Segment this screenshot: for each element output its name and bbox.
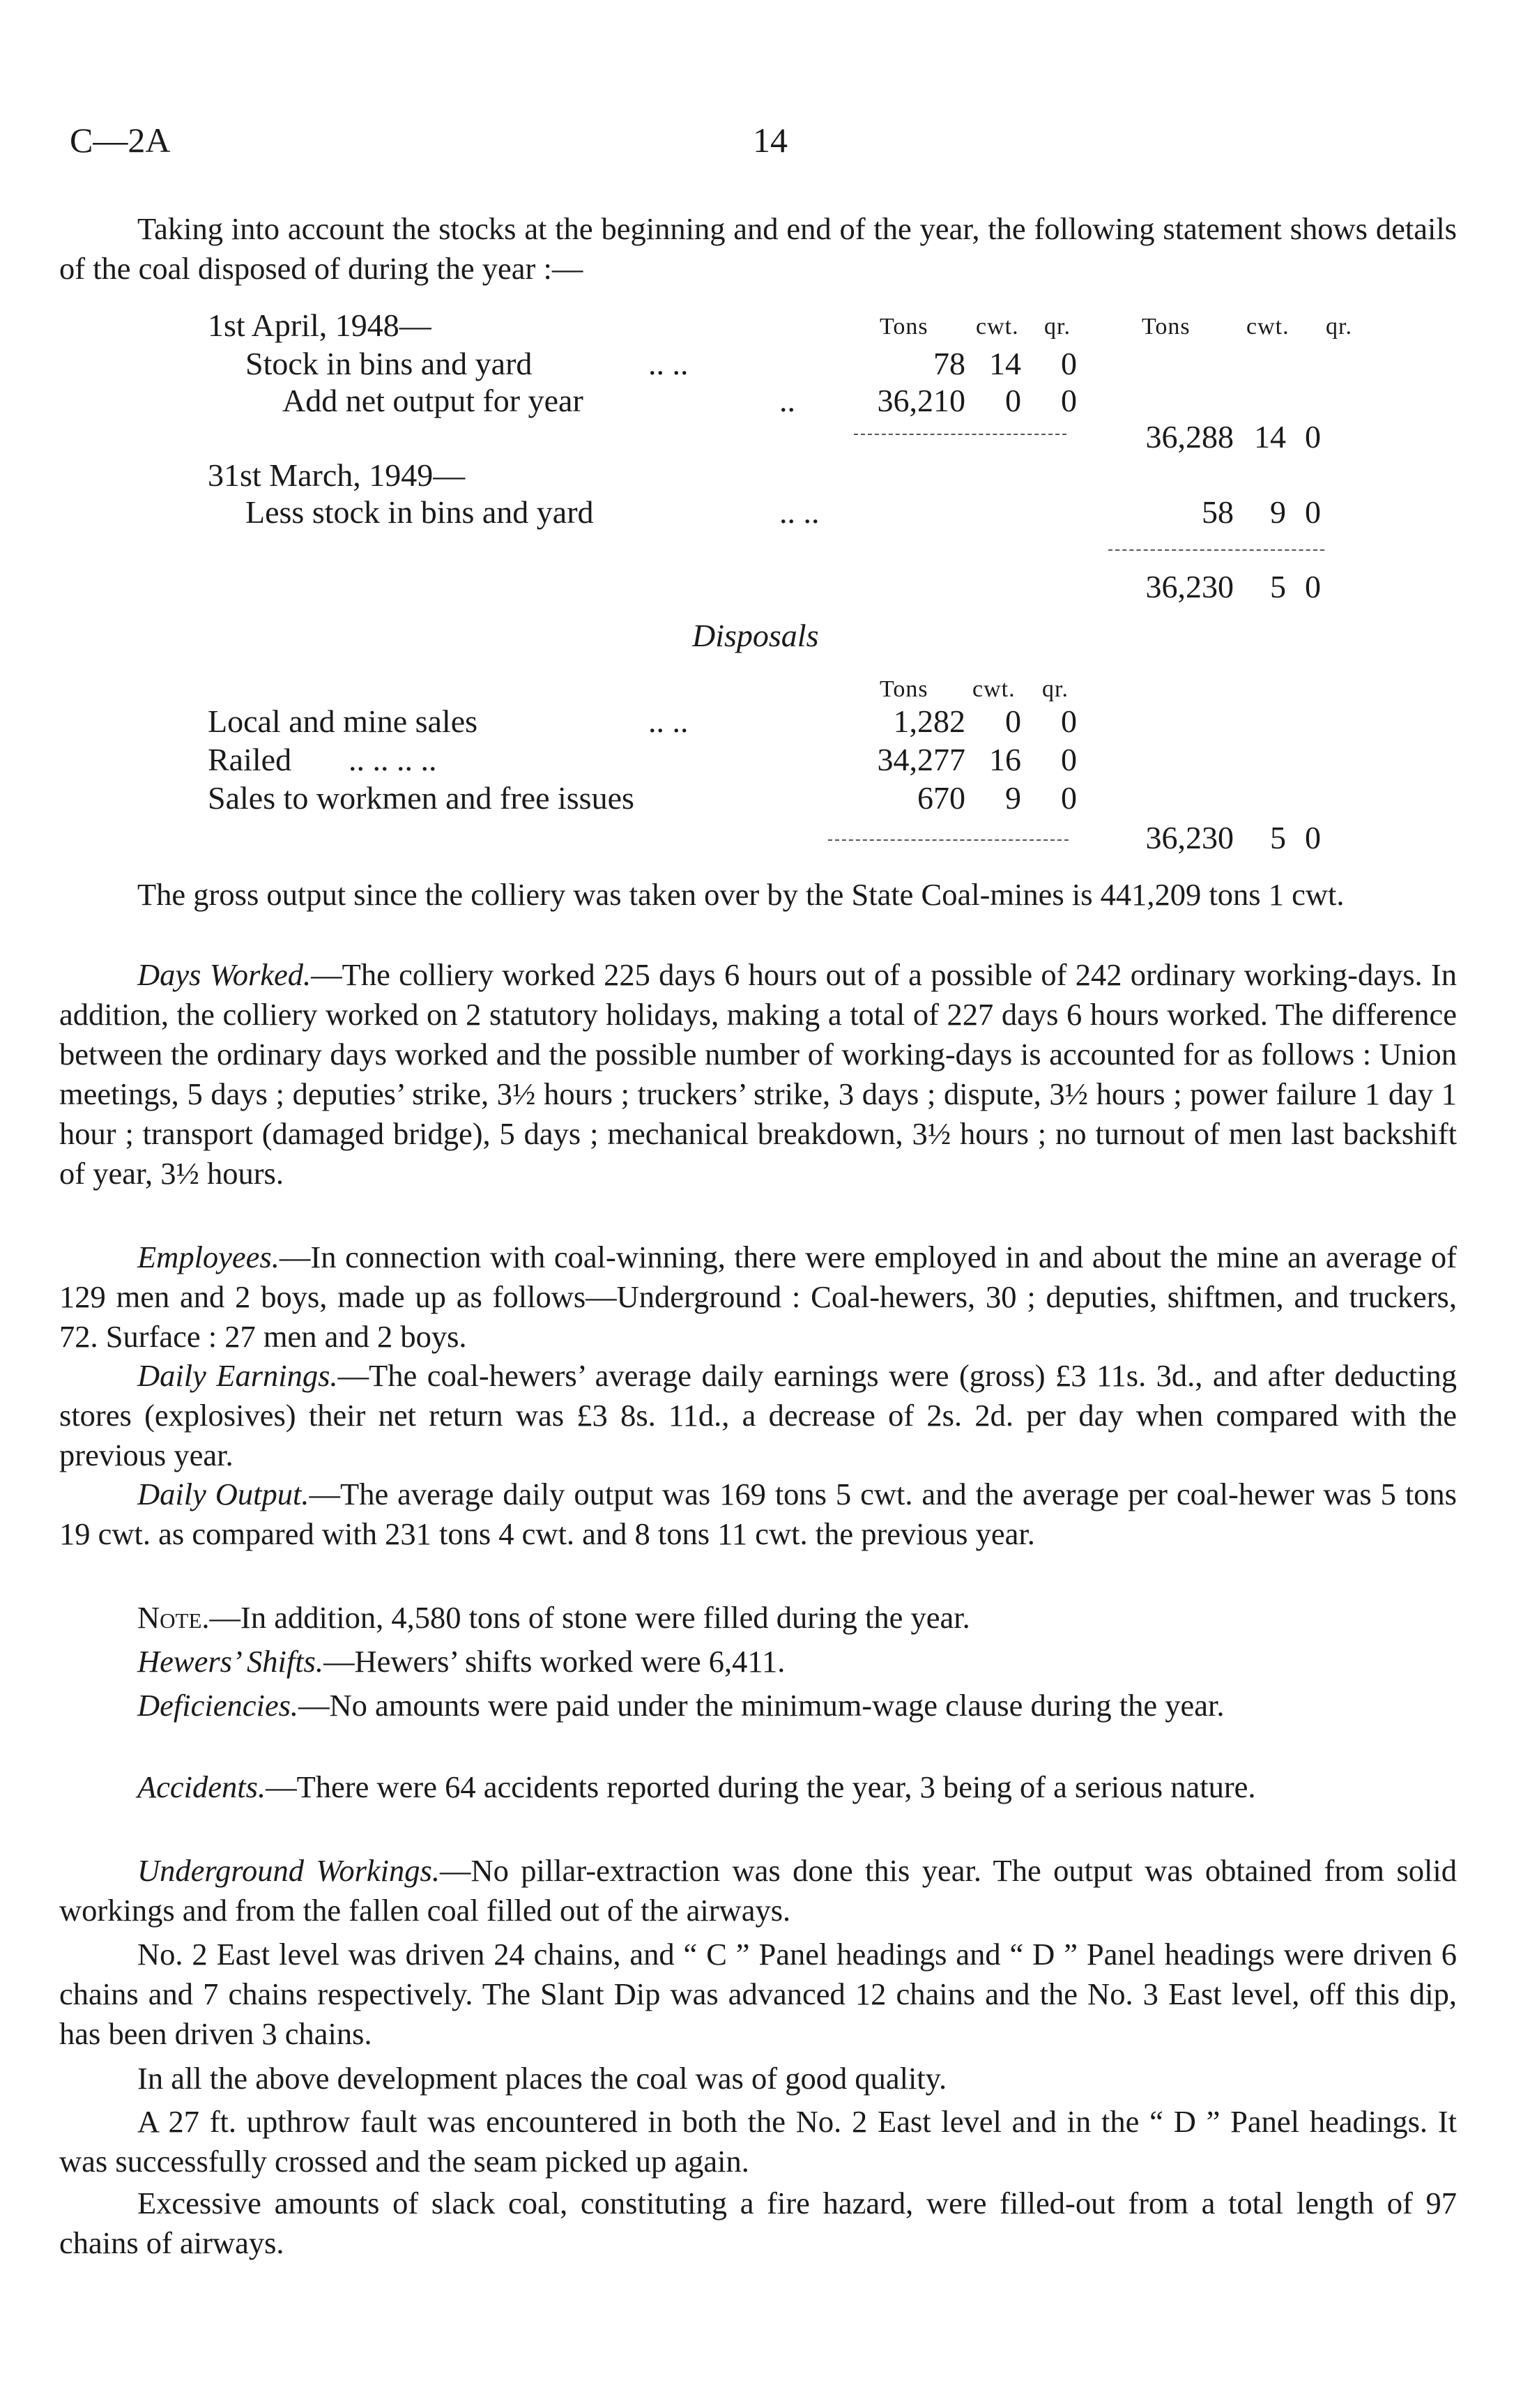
disposal-qr: 0 [1061,742,1077,777]
stmt-col-qr-1: qr. [1044,314,1071,340]
disposal-label: Sales to workmen and free issues [208,780,634,816]
disposal-label: Railed [208,742,292,777]
underground-workings-paragraph [59,1851,1457,1930]
disposal-qr: 0 [1061,703,1077,739]
disposals-rule [828,839,1069,841]
subtotal-rule [854,434,1066,435]
note-text: —In addition, 4,580 tons of stone were filled during the year. [209,1600,970,1635]
employees-heading: Employees. [137,1240,280,1274]
hewers-shifts-text: —Hewers’ shifts worked were 6,411. [323,1644,786,1679]
disposal-tons: 34,277 [877,742,965,777]
output-qr: 0 [1061,383,1077,418]
output-label: Add net output for year [282,383,583,418]
disp-col-qr: qr. [1042,676,1069,702]
disposals-title: Disposals [692,618,819,653]
disposals-total-tons: 36,230 [1145,820,1234,855]
disposal-tons: 670 [917,780,965,816]
page-number: 14 [753,121,788,160]
disposal-cwt: 0 [1005,703,1021,739]
hewers-shifts-paragraph [59,1642,1457,1682]
daily-output-paragraph [59,1474,1457,1554]
subtotal-qr: 0 [1305,419,1321,455]
underground-workings-heading: Underground Workings. [137,1853,440,1888]
note-paragraph [59,1598,1457,1638]
gross-output-paragraph: The gross output since the colliery was taken over by the State Coal-mines is 441,209 tons 1 cwt. [137,877,1345,912]
stmt-col-tons-2: Tons [1142,314,1191,340]
output-cwt: 0 [1005,383,1021,418]
report-reference: C—2A [70,121,171,160]
days-worked-text: —The colliery worked 225 days 6 hours out of a possible of 242 ordinary working-days. In addition, the colliery worked on 2 statutory holidays, making a total of 227 days 6 hours worked. The difference between the ordinary days worked and the possible number of working-days is accounted for as follows : Union meetings, 5 days ; deputies’ strike, 3½ hours ; truckers’ strike, 3 days ; dispute, 3½ hours ; power failure 1 day 1 hour ; transport (damaged bridge), 5 days ; mechanical breakdown, 3½ hours ; no turnout of men last backshift of year, 3½ hours. [59,957,1457,1191]
note-heading: Note. [137,1600,210,1635]
daily-earnings-paragraph [59,1356,1457,1475]
daily-output-heading: Daily Output. [137,1477,309,1511]
stmt-col-cwt-1: cwt. [976,314,1019,340]
stock-cwt: 14 [989,346,1021,381]
disposal-tons: 1,282 [893,703,965,739]
disp-col-tons: Tons [880,676,928,702]
less-dots: .. .. [779,494,820,530]
disposal-dots: .. .. [648,703,689,739]
disposals-total-cwt: 5 [1270,820,1286,855]
total-tons: 36,230 [1145,569,1234,604]
stock-tons: 78 [933,346,965,381]
accidents-text: —There were 64 accidents reported during the year, 3 being of a serious nature. [266,1769,1256,1804]
disposal-qr: 0 [1061,780,1077,816]
disposals-total-qr: 0 [1305,820,1321,855]
disposal-label: Local and mine sales [208,703,478,739]
closing-date: 31st March, 1949— [208,457,466,493]
disp-col-cwt: cwt. [972,676,1016,702]
hewers-shifts-heading: Hewers’ Shifts. [137,1644,323,1679]
subtotal-tons: 36,288 [1145,419,1234,455]
daily-output-text: —The average daily output was 169 tons 5 cwt. and the average per coal-hewer was 5 tons 19 cwt. as compared with 231 tons 4 cwt. and 8 tons 11 cwt. the previous year. [59,1477,1458,1551]
stmt-col-tons-1: Tons [880,314,928,340]
slack-coal-paragraph: Excessive amounts of slack coal, constituting a fire hazard, were filled-out from a total length of 97 chains of airways. [59,2186,1457,2260]
disposal-cwt: 16 [989,742,1021,777]
levels-paragraph: No. 2 East level was driven 24 chains, and “ C ” Panel headings and “ D ” Panel headings were driven 6 chains and 7 chains respectively. The Slant Dip was advanced 12 chains and the No. 3 East level, off this dip, has been driven 3 chains. [59,1937,1457,2051]
output-tons: 36,210 [877,383,965,418]
accidents-heading: Accidents. [137,1769,266,1804]
deficiencies-text: —No amounts were paid under the minimum-wage clause during the year. [298,1688,1225,1723]
opening-date: 1st April, 1948— [208,307,431,343]
total-qr: 0 [1305,569,1321,604]
less-label: Less stock in bins and yard [245,494,594,530]
employees-text: —In connection with coal-winning, there were employed in and about the mine an average of 129 men and 2 boys, made up as follows—Underground : Coal-hewers, 30 ; deputies, shiftmen, and truckers, 72. Surface : 27 men and 2 boys. [59,1240,1457,1354]
deficiencies-heading: Deficiencies. [137,1688,299,1723]
subtotal-cwt: 14 [1254,419,1286,455]
deficiencies-paragraph [59,1686,1457,1725]
daily-earnings-text: —The coal-hewers’ average daily earnings were (gross) £3 11s. 3d., and after deducting stores (explosives) their net return was £3 8s. 11d., a decrease of 2s. 2d. per day when compared with the previous year. [59,1358,1458,1472]
less-cwt: 9 [1270,494,1286,530]
fault-paragraph: A 27 ft. upthrow fault was encountered in both the No. 2 East level and in the “ D ” Panel headings. It was successfully crossed and the seam picked up again. [59,2104,1457,2179]
accidents-paragraph [59,1767,1457,1807]
total-rule [1108,549,1324,551]
less-tons: 58 [1202,494,1234,530]
stmt-col-qr-2: qr. [1326,314,1352,340]
less-qr: 0 [1305,494,1321,530]
disposal-cwt: 9 [1005,780,1021,816]
daily-earnings-heading: Daily Earnings. [137,1358,338,1393]
underground-workings-text: —No pillar-extraction was done this year. The output was obtained from solid workings and from the fallen coal filled out of the airways. [59,1853,1457,1928]
intro-paragraph: Taking into account the stocks at the beginning and end of the year, the following statement shows details of the coal disposed of during the year :— [59,211,1457,286]
stock-dots: .. .. [648,346,689,381]
employees-paragraph [59,1237,1457,1357]
stmt-col-cwt-2: cwt. [1246,314,1290,340]
quality-paragraph: In all the above development places the coal was of good quality. [137,2061,947,2096]
disposal-dots: .. .. .. .. [349,742,437,777]
stock-label: Stock in bins and yard [245,346,533,381]
total-cwt: 5 [1270,569,1286,604]
stock-qr: 0 [1061,346,1077,381]
output-dots: .. [779,383,795,418]
days-worked-heading: Days Worked. [137,957,312,992]
days-worked-paragraph [59,955,1457,1194]
